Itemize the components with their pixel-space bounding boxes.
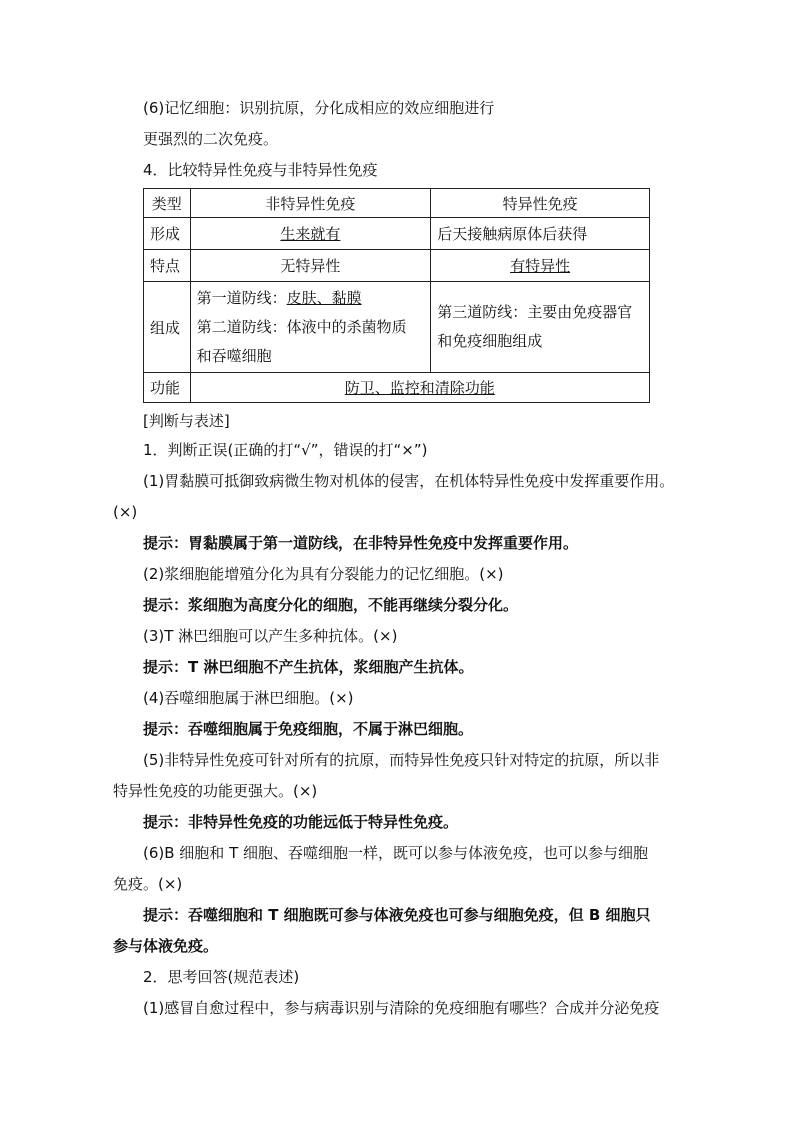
label-feature: 特点	[144, 250, 191, 282]
composition-line-2: 第二道防线：体液中的杀菌物质	[196, 317, 407, 336]
question-1-line-2: (×)	[113, 503, 138, 521]
function-value-text: 防卫、监控和清除功能	[344, 379, 495, 397]
label-function: 功能	[144, 373, 191, 403]
hint-1: 提示：胃黏膜属于第一道防线，在非特异性免疫中发挥重要作用。	[143, 534, 579, 552]
question-4: (4)吞噬细胞属于淋巴细胞。(×)	[143, 689, 354, 707]
feature-nonspecific: 无特异性	[190, 250, 431, 282]
composition-line-3: 和吞噬细胞	[196, 346, 272, 365]
skin-mucosa-text: 皮肤、黏膜	[286, 288, 362, 307]
table-row-formation	[144, 218, 650, 250]
composition-specific-line-1: 第三道防线：主要由免疫器官	[437, 303, 633, 321]
memory-cell-line-1: (6)记忆细胞：识别抗原，分化成相应的效应细胞进行	[143, 99, 495, 117]
question-6-line-1: (6)B 细胞和 T 细胞、吞噬细胞一样，既可以参与体液免疫，也可以参与细胞	[143, 844, 649, 862]
formation-nonspecific-text: 生来就有	[280, 225, 341, 243]
label-formation: 形成	[144, 218, 191, 250]
hint-6-line-1: 提示：吞噬细胞和 T 细胞既可参与体液免疫也可参与细胞免疫，但 B 细胞只	[143, 906, 651, 924]
question-1-line-1: (1)胃黏膜可抵御致病微生物对机体的侵害，在机体特异性免疫中发挥重要作用。	[143, 472, 675, 490]
section-4-heading: 4．比较特异性免疫与非特异性免疫	[143, 161, 378, 179]
formation-specific: 后天接触病原体后获得	[431, 218, 650, 250]
immunity-comparison-table	[143, 188, 650, 403]
hint-6-line-2: 参与体液免疫。	[113, 937, 219, 955]
question-6-line-2: 免疫。(×)	[113, 875, 183, 893]
feature-specific	[431, 250, 650, 282]
composition-nonspecific	[190, 282, 431, 373]
function-value	[190, 373, 649, 403]
table-header-row	[144, 189, 650, 218]
question-3: (3)T 淋巴细胞可以产生多种抗体。(×)	[143, 627, 398, 645]
hint-5: 提示：非特异性免疫的功能远低于特异性免疫。	[143, 813, 459, 831]
formation-nonspecific	[190, 218, 431, 250]
hint-3: 提示：T 淋巴细胞不产生抗体，浆细胞产生抗体。	[143, 658, 474, 676]
judge-section-title: [判断与表述]	[143, 412, 230, 430]
composition-line-1	[197, 284, 425, 313]
feature-specific-text: 有特异性	[510, 257, 571, 275]
hint-4: 提示：吞噬细胞属于免疫细胞，不属于淋巴细胞。	[143, 720, 474, 738]
composition-specific	[431, 282, 650, 373]
table-row-feature	[144, 250, 650, 282]
hint-2: 提示：浆细胞为高度分化的细胞，不能再继续分裂分化。	[143, 596, 519, 614]
memory-cell-line-2: 更强烈的二次免疫。	[143, 130, 279, 148]
label-composition: 组成	[144, 282, 191, 373]
header-nonspecific: 非特异性免疫	[190, 189, 431, 218]
think-answer-heading: 2．思考回答(规范表述)	[143, 968, 300, 986]
question-2: (2)浆细胞能增殖分化为具有分裂能力的记忆细胞。(×)	[143, 565, 504, 583]
question-5-line-2: 特异性免疫的功能更强大。(×)	[113, 782, 318, 800]
first-line-defense-prefix: 第一道防线：	[196, 288, 287, 307]
question-5-line-1: (5)非特异性免疫可针对所有的抗原，而特异性免疫只针对特定的抗原，所以非	[143, 751, 660, 769]
table-row-function	[144, 373, 650, 403]
composition-specific-line-2: 和免疫细胞组成	[437, 332, 543, 350]
think-question-1: (1)感冒自愈过程中，参与病毒识别与清除的免疫细胞有哪些？合成并分泌免疫	[143, 999, 660, 1017]
judge-instruction: 1．判断正误(正确的打“√”，错误的打“×”)	[143, 441, 428, 459]
header-specific: 特异性免疫	[431, 189, 650, 218]
header-type: 类型	[144, 189, 191, 218]
table-row-composition	[144, 282, 650, 373]
